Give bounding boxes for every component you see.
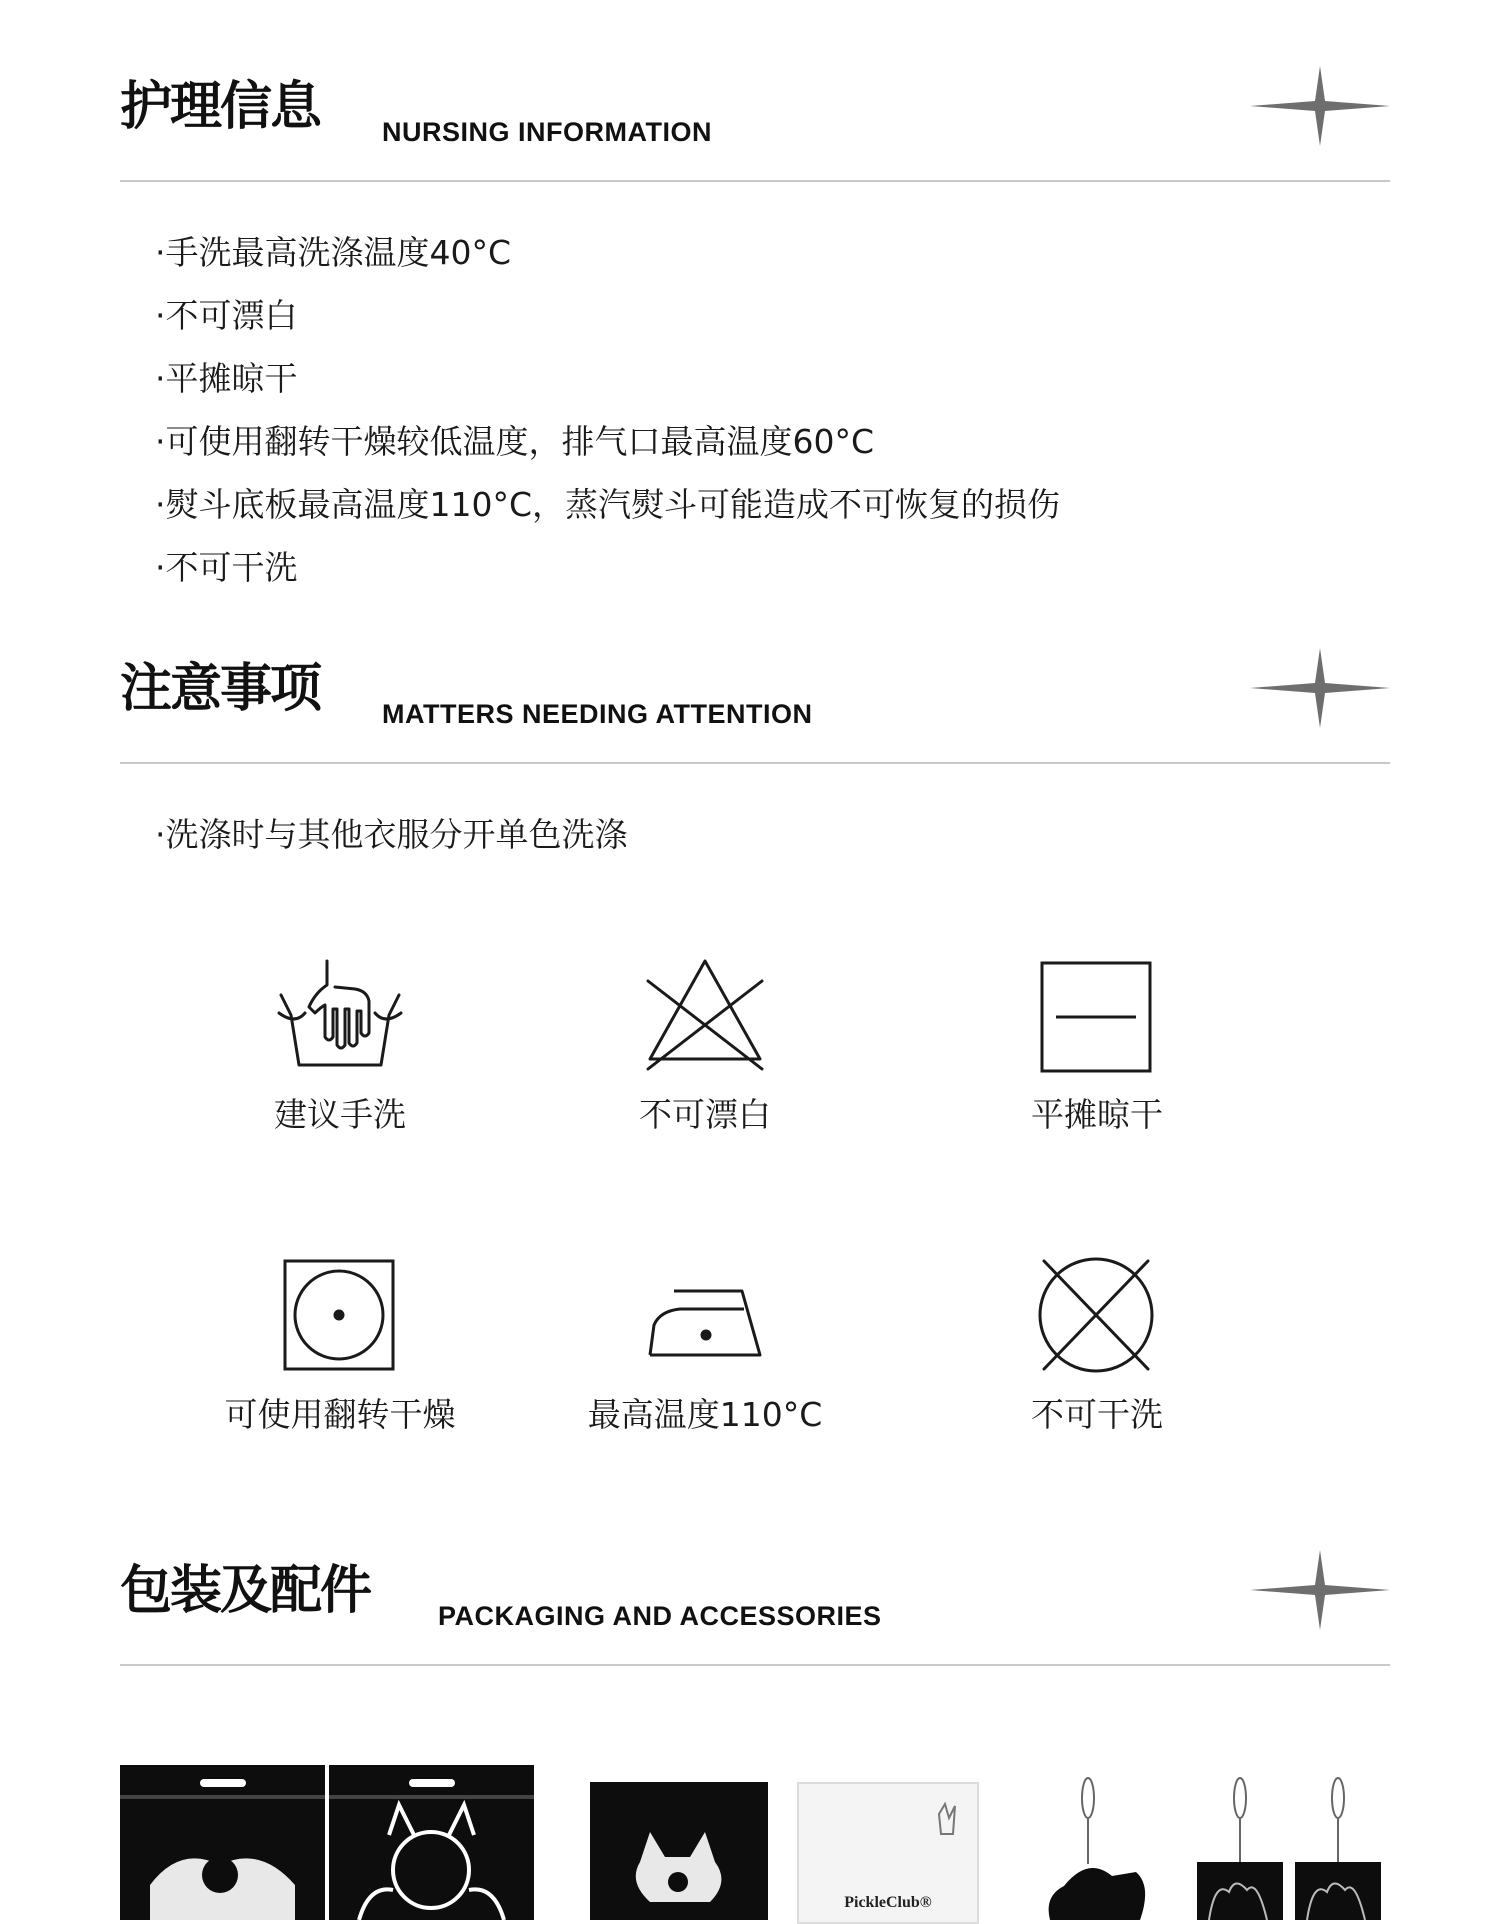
iron-icon bbox=[640, 1255, 770, 1375]
care-icon-label: 不可漂白 bbox=[639, 1095, 771, 1134]
care-icon-label: 最高温度110°C bbox=[587, 1395, 823, 1434]
keychain-image bbox=[1293, 1776, 1383, 1920]
care-icon-no-bleach bbox=[555, 955, 855, 1136]
dry-flat-icon bbox=[1032, 955, 1162, 1075]
packaging-header bbox=[120, 1556, 1390, 1666]
care-icon-hand-wash bbox=[190, 955, 490, 1136]
nursing-header bbox=[120, 72, 1390, 182]
package-bag-image bbox=[120, 1765, 325, 1920]
sparkle-icon bbox=[1250, 648, 1390, 728]
care-icon-tumble-dry bbox=[190, 1255, 490, 1436]
section-divider bbox=[120, 1664, 1390, 1666]
tumble-dry-icon bbox=[275, 1255, 405, 1375]
care-icon-dry-flat bbox=[947, 955, 1247, 1136]
attention-header bbox=[120, 654, 1390, 764]
package-box-image bbox=[590, 1782, 768, 1920]
sparkle-icon bbox=[1250, 66, 1390, 146]
keychain-image bbox=[1195, 1776, 1285, 1920]
care-icon-no-dry-clean bbox=[947, 1255, 1247, 1436]
care-icon-label: 建议手洗 bbox=[274, 1095, 406, 1134]
list-item: ·熨斗底板最高温度110°C，蒸汽熨斗可能造成不可恢复的损伤 bbox=[155, 485, 1061, 524]
list-item: ·不可漂白 bbox=[155, 296, 298, 335]
attention-title-zh: 注意事项 bbox=[120, 659, 321, 719]
list-item: ·不可干洗 bbox=[155, 548, 298, 587]
no-bleach-icon bbox=[640, 955, 770, 1075]
section-divider bbox=[120, 762, 1390, 764]
package-brand-text: PickleClub® bbox=[844, 1894, 932, 1911]
keychain-image bbox=[1040, 1776, 1170, 1920]
care-icon-label: 不可干洗 bbox=[1031, 1395, 1163, 1434]
attention-title-en: MATTERS NEEDING ATTENTION bbox=[382, 699, 813, 729]
attention-list bbox=[155, 810, 628, 860]
list-item: ·洗涤时与其他衣服分开单色洗涤 bbox=[155, 815, 628, 854]
package-card-image bbox=[797, 1782, 979, 1924]
no-dry-clean-icon bbox=[1032, 1255, 1162, 1375]
packaging-title-zh: 包装及配件 bbox=[120, 1561, 371, 1621]
hand-wash-icon bbox=[275, 955, 405, 1075]
nursing-list bbox=[155, 228, 1060, 606]
care-icon-iron bbox=[555, 1255, 855, 1436]
care-icon-label: 平摊晾干 bbox=[1031, 1095, 1163, 1134]
list-item: ·平摊晾干 bbox=[155, 359, 298, 398]
nursing-title-en: NURSING INFORMATION bbox=[382, 117, 712, 147]
package-bag-image bbox=[329, 1765, 534, 1920]
care-icon-label: 可使用翻转干燥 bbox=[224, 1395, 456, 1434]
list-item: ·手洗最高洗涤温度40°C bbox=[155, 233, 512, 272]
nursing-title-zh: 护理信息 bbox=[120, 77, 321, 137]
section-divider bbox=[120, 180, 1390, 182]
sparkle-icon bbox=[1250, 1550, 1390, 1630]
list-item: ·可使用翻转干燥较低温度，排气口最高温度60°C bbox=[155, 422, 875, 461]
packaging-title-en: PACKAGING AND ACCESSORIES bbox=[438, 1601, 882, 1631]
